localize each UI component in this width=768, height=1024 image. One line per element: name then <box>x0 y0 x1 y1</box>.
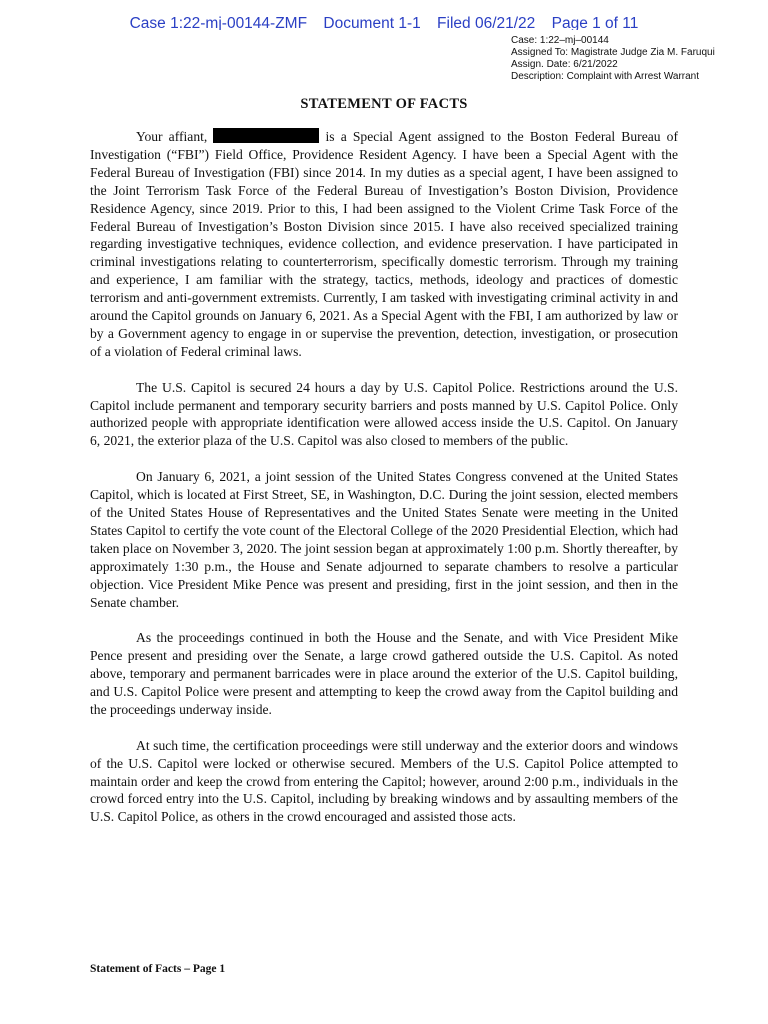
paragraph-crowd-gathered: As the proceedings continued in both the House and the Senate, and with Vice President Mike Pence present and presiding over the Senate, a large crowd gathered outside the U.S. Capitol. As noted above, temporary and permanent barricades were in place around the exterior of the U.S. Capitol building, and U.S. Capitol Police were present and attempting to keep the crowd away from the Capitol building and the proceedings underway inside. <box>90 630 678 717</box>
stamp-assign-date: Assign. Date: 6/21/2022 <box>511 59 618 70</box>
paragraph-affiant-rest: is a Special Agent assigned to the Boston Federal Bureau of Investigation (“FBI”) Field Office, Providence Resident Agency. I have been a Special Agent with the Federal Bureau of Investigation (FBI) since 2014. In my duties as a special agent, I have been assigned to the Joint Terrorism Task Force of the Federal Bureau of Investigation’s Boston Division, Providence Residence Agency, since 2019. Prior to this, I had been assigned to the Violent Crime Task Force of the Federal Bureau of Investigation’s Boston Division since 2015. I have also received specialized training regarding investigative techniques, evidence collection, and evidence preservation. I have participated in criminal investigations relating to counterterrorism, specifically domestic terrorism. Through my training and experience, I am familiar with the strategy, tactics, methods, ideology and practices of domestic terrorism and anti-government extremists. Currently, I am tasked with investigating criminal activity in and around the Capitol grounds on January 6, 2021. As a Special Agent with the FBI, I am authorized by law or by a Government agency to engage in or supervise the prevention, detection, investigation, or prosecution of a violation of Federal criminal laws. <box>90 129 678 359</box>
ecf-filed-date: Filed 06/21/22 <box>437 15 536 30</box>
document-body <box>90 128 678 844</box>
stamp-assigned-to: Assigned To: Magistrate Judge Zia M. Faruqui <box>511 47 715 58</box>
paragraph-forced-entry: At such time, the certification proceedings were still underway and the exterior doors and windows of the U.S. Capitol were locked or otherwise secured. Members of the U.S. Capitol Police attempted to maintain order and keep the crowd from entering the Capitol; however, around 2:00 p.m., individuals in the crowd forced entry into the U.S. Capitol, including by breaking windows and by assaulting members of the U.S. Capitol Police, as others in the crowd encouraged and assisted those acts. <box>90 737 678 825</box>
stamp-description: Description: Complaint with Arrest Warrant <box>511 71 700 82</box>
paragraph-joint-session: On January 6, 2021, a joint session of the United States Congress convened at the United States Capitol, which is located at First Street, SE, in Washington, D.C. During the joint session, elected members of the United States House of Representatives and the United States Senate were meeting in the United States Capitol to certify the vote count of the Electoral College of the 2020 Presidential Election, which had taken place on November 3, 2020. The joint session began at approximately 1:00 p.m. Shortly thereafter, by approximately 1:30 p.m., the House and Senate adjourned to separate chambers to resolve a particular objection. Vice President Mike Pence was present and presiding, first in the joint session, and then in the Senate chamber. <box>90 469 678 610</box>
redaction-box <box>213 128 319 143</box>
paragraph-affiant-lead: Your affiant, <box>136 129 208 144</box>
page-footer: Statement of Facts – Page 1 <box>90 963 226 975</box>
stamp-case: Case: 1:22–mj–00144 <box>511 35 609 46</box>
ecf-document-number: Document 1-1 <box>323 15 421 30</box>
paragraph-affiant <box>90 128 678 361</box>
case-assignment-stamp <box>511 35 715 83</box>
document-title: STATEMENT OF FACTS <box>300 96 468 112</box>
ecf-case-number: Case 1:22-mj-00144-ZMF <box>129 15 308 30</box>
ecf-page-count: Page 1 of 11 <box>551 15 639 30</box>
ecf-header <box>0 12 768 30</box>
paragraph-capitol-security: The U.S. Capitol is secured 24 hours a day by U.S. Capitol Police. Restrictions around the U.S. Capitol include permanent and temporary security barriers and posts manned by U.S. Capitol Police. Only authorized people with appropriate identification were allowed access inside the U.S. Capitol. On January 6, 2021, the exterior plaza of the U.S. Capitol was also closed to members of the public. <box>90 379 678 449</box>
